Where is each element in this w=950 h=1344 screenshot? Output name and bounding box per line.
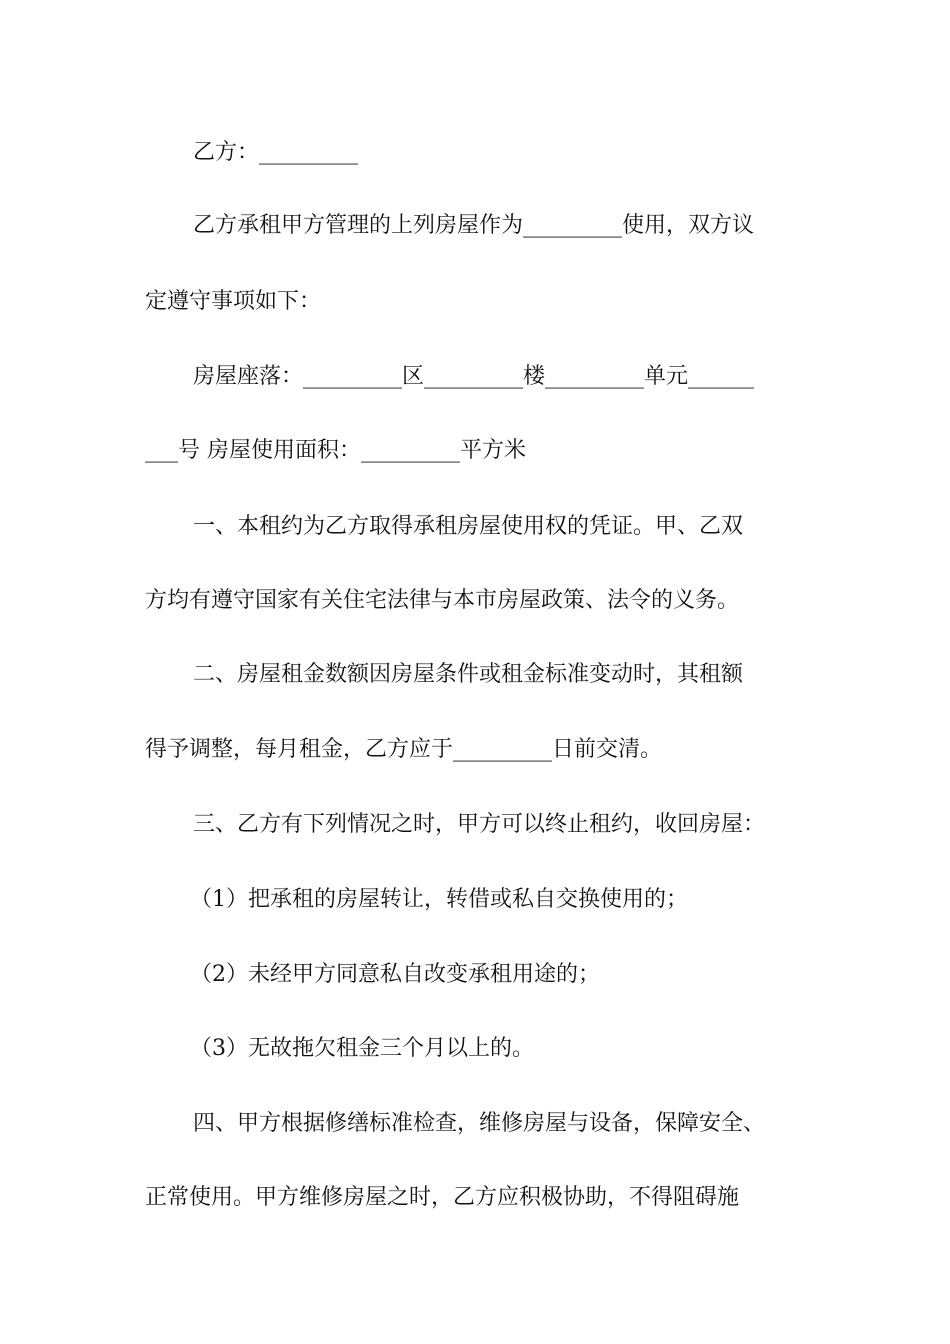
lease-purpose-line-1: 乙方承租甲方管理的上列房屋作为_________使用，双方议 bbox=[193, 213, 755, 238]
property-location-line-2: ___号 房屋使用面积：_________平方米 bbox=[145, 438, 526, 463]
lease-purpose-line-2: 定遵守事项如下： bbox=[145, 289, 322, 314]
clause-2-line-2: 得予调整，每月租金，乙方应于_________日前交清。 bbox=[145, 737, 663, 762]
clause-4-line-1: 四、甲方根据修缮标准检查，维修房屋与设备，保障安全、 bbox=[193, 1111, 766, 1136]
clause-1-line-1: 一、本租约为乙方取得承租房屋使用权的凭证。甲、乙双 bbox=[193, 514, 744, 539]
clause-3-item-2: （2）未经甲方同意私自改变承租用途的； bbox=[190, 962, 600, 987]
clause-3-line-1: 三、乙方有下列情况之时，甲方可以终止租约，收回房屋： bbox=[193, 812, 766, 837]
clause-3-item-1: （1）把承租的房屋转让，转借或私自交换使用的； bbox=[190, 887, 688, 912]
clause-4-line-2: 正常使用。甲方维修房屋之时，乙方应积极协助，不得阻碍施 bbox=[145, 1185, 740, 1210]
clause-3-item-3: （3）无故拖欠租金三个月以上的。 bbox=[190, 1036, 534, 1061]
property-location-line-1: 房屋座落：_________区_________楼_________单元______ bbox=[193, 364, 755, 389]
clause-1-line-2: 方均有遵守国家有关住宅法律与本市房屋政策、法令的义务。 bbox=[145, 588, 740, 613]
clause-2-line-1: 二、房屋租金数额因房屋条件或租金标准变动时，其租额 bbox=[193, 662, 744, 687]
party-b-line: 乙方：_________ bbox=[193, 140, 359, 165]
